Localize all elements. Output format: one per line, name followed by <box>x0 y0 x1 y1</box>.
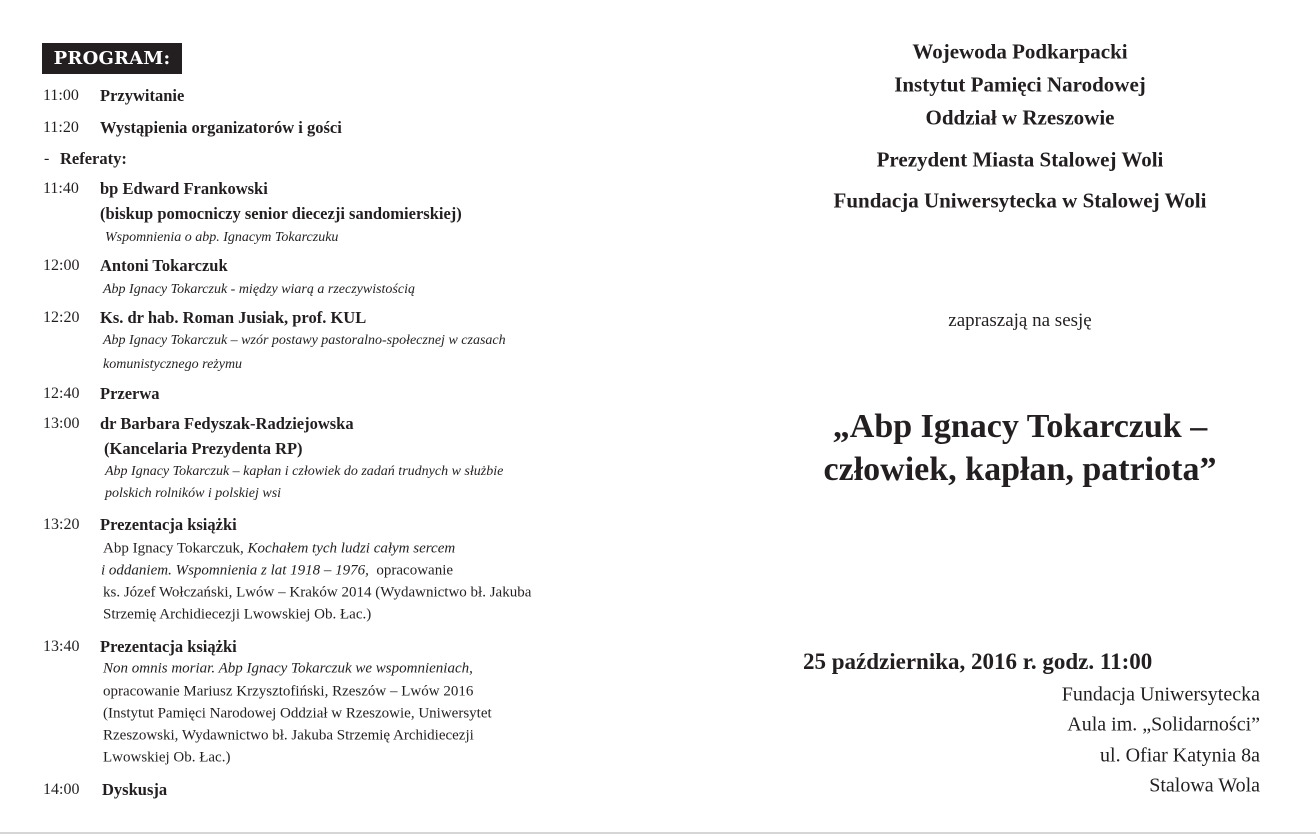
item-title: Przerwa <box>100 384 160 403</box>
item-time: 11:00 <box>43 87 79 104</box>
book-publication: ks. Józef Wołczański, Lwów – Kraków 2014 (Wydawnictwo bł. Jakuba <box>103 584 532 601</box>
book-editor-label: opracowanie <box>368 562 454 579</box>
speaker-name: Ks. dr hab. Roman Jusiak, prof. KUL <box>100 308 367 327</box>
item-dash: - <box>44 150 50 167</box>
book-publisher-cont: Rzeszowski, Wydawnictwo bł. Jakuba Strzemię Archidiecezji <box>103 727 474 744</box>
book-description <box>103 541 455 558</box>
item-time: 11:20 <box>43 119 79 136</box>
item-time: 12:00 <box>43 257 80 274</box>
book-editor: opracowanie Mariusz Krzysztofiński, Rzeszów – Lwów 2016 <box>103 683 474 700</box>
book-title-cont: i oddaniem. Wspomnienia z lat 1918 – 1976, <box>101 562 369 579</box>
item-title: Referaty: <box>60 149 127 168</box>
item-time: 13:20 <box>43 516 80 533</box>
book-punct: , <box>469 660 473 677</box>
book-description <box>103 661 473 678</box>
invitation-text: zapraszają na sesję <box>948 310 1092 331</box>
book-author: Abp Ignacy Tokarczuk, <box>103 540 248 557</box>
venue-line: Stalowa Wola <box>1149 774 1260 797</box>
item-title: Dyskusja <box>102 780 168 799</box>
talk-title: Abp Ignacy Tokarczuk – kapłan i człowiek do zadań trudnych w służbie <box>105 464 504 479</box>
speaker-affiliation: (biskup pomocniczy senior diecezji sandomierskiej) <box>100 204 462 223</box>
venue-line: Aula im. „Solidarności” <box>1067 713 1260 736</box>
item-time: 12:40 <box>43 385 80 402</box>
item-time: 12:20 <box>43 309 80 326</box>
speaker-name: Antoni Tokarczuk <box>100 256 228 275</box>
talk-title: Abp Ignacy Tokarczuk – wzór postawy pastoralno-społecznej w czasach <box>103 333 506 348</box>
program-header: PROGRAM: <box>42 43 182 74</box>
talk-title: Abp Ignacy Tokarczuk - między wiarą a rzeczywistością <box>103 282 415 297</box>
organizer-branch: Oddział w Rzeszowie <box>925 105 1115 130</box>
organizer: Instytut Pamięci Narodowej <box>894 72 1146 97</box>
item-time: 14:00 <box>43 781 80 798</box>
talk-title-cont: polskich rolników i polskiej wsi <box>105 486 282 501</box>
session-title-line: „Abp Ignacy Tokarczuk – <box>832 408 1208 445</box>
event-date: 25 października, 2016 r. godz. 11:00 <box>803 649 1153 674</box>
session-title-line: człowiek, kapłan, patriota” <box>823 451 1217 488</box>
organizer: Prezydent Miasta Stalowej Woli <box>876 147 1164 172</box>
book-title: Non omnis moriar. Abp Ignacy Tokarczuk we wspomnieniach <box>103 660 470 677</box>
book-description <box>101 563 453 580</box>
venue-line: ul. Ofiar Katynia 8a <box>1100 744 1260 767</box>
speaker-name: dr Barbara Fedyszak-Radziejowska <box>100 414 354 433</box>
speaker-name: bp Edward Frankowski <box>100 179 268 198</box>
book-publisher-cont: Lwowskiej Ob. Łac.) <box>103 749 231 766</box>
bottom-divider <box>0 832 1316 834</box>
item-time: 13:00 <box>43 415 80 432</box>
venue-line: Fundacja Uniwersytecka <box>1061 683 1260 706</box>
organizer: Fundacja Uniwersytecka w Stalowej Woli <box>833 188 1207 213</box>
book-publisher: (Instytut Pamięci Narodowej Oddział w Rzeszowie, Uniwersytet <box>103 705 492 722</box>
talk-title-cont: komunistycznego reżymu <box>103 357 243 372</box>
book-publication-cont: Strzemię Archidiecezji Lwowskiej Ob. Łac.) <box>103 606 372 623</box>
speaker-affiliation: (Kancelaria Prezydenta RP) <box>104 439 303 458</box>
item-title: Prezentacja książki <box>100 637 237 656</box>
item-title: Wystąpienia organizatorów i gości <box>100 118 342 137</box>
talk-title: Wspomnienia o abp. Ignacym Tokarczuku <box>105 230 339 245</box>
book-title: Kochałem tych ludzi całym sercem <box>247 540 456 557</box>
item-time: 11:40 <box>43 180 79 197</box>
item-time: 13:40 <box>43 638 80 655</box>
item-title: Przywitanie <box>100 86 185 105</box>
organizer: Wojewoda Podkarpacki <box>912 39 1128 64</box>
item-title: Prezentacja książki <box>100 515 237 534</box>
